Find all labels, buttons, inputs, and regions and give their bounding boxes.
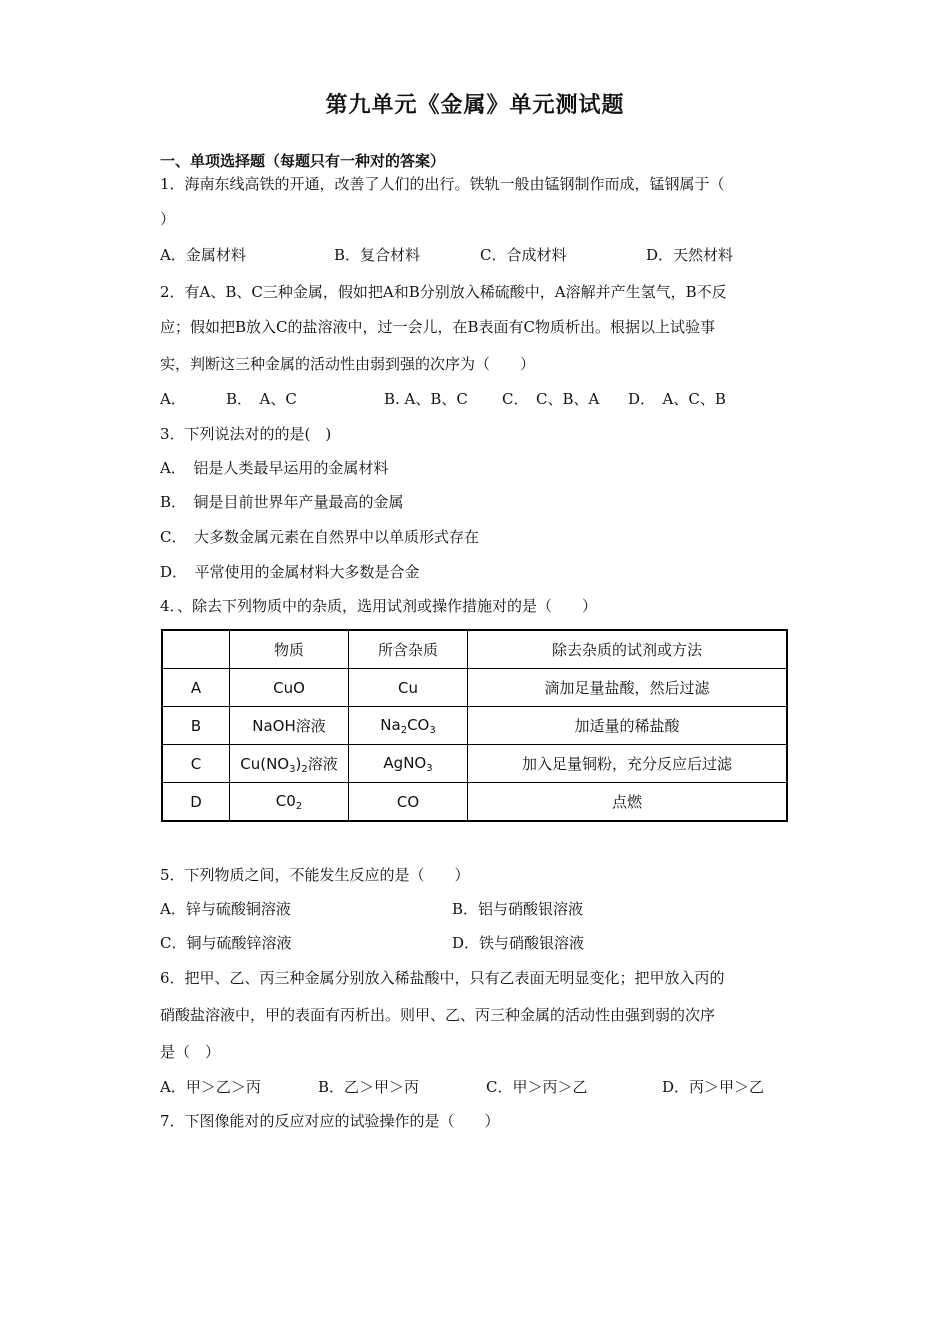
impurity-cell bbox=[349, 707, 468, 745]
q6-option-a: A．甲＞乙＞丙 bbox=[160, 1078, 261, 1096]
formula-subscript: 3 bbox=[289, 763, 296, 775]
q5-option-b: B．铝与硝酸银溶液 bbox=[452, 900, 584, 918]
q6-stem-line1: 6．把甲、乙、丙三种金属分别放入稀盐酸中，只有乙表面无明显变化；把甲放入丙的 bbox=[160, 969, 725, 987]
q2-stem-line2: 应；假如把B放入C的盐溶液中，过一会儿，在B表面有C物质析出。根据以上试验事 bbox=[160, 318, 716, 336]
formula-subscript: 2 bbox=[295, 800, 303, 812]
table-row bbox=[162, 707, 787, 745]
formula-part: Cu(NO bbox=[240, 754, 290, 773]
q1-stem-line1: 1．海南东线高铁的开通，改善了人们的出行。铁轨一般由锰钢制作而成，锰钢属于（ bbox=[160, 175, 725, 193]
formula-part: Na bbox=[380, 715, 401, 734]
formula-part: ) bbox=[295, 754, 302, 773]
row-label: B bbox=[162, 707, 230, 745]
q2-stem-line1: 2．有A、B、C三种金属，假如把A和B分别放入稀硫酸中，A溶解并产生氢气，B不反 bbox=[160, 283, 727, 301]
q6-stem-line2: 硝酸盐溶液中，甲的表面有丙析出。则甲、乙、丙三种金属的活动性由强到弱的次序 bbox=[160, 1006, 716, 1024]
q6-option-d: D．丙＞甲＞乙 bbox=[662, 1078, 765, 1096]
impurity-cell bbox=[349, 745, 468, 783]
q4-stem: 4．、除去下列物质中的杂质，选用试剂或操作措施对的是（ ） bbox=[160, 597, 598, 615]
table-header-row bbox=[162, 630, 787, 669]
table-row bbox=[162, 783, 787, 822]
q3-option-b: B． 铜是目前世界年产量最高的金属 bbox=[160, 493, 404, 511]
formula-part: AgNO bbox=[383, 753, 427, 772]
q7-stem: 7．下图像能对的反应对应的试验操作的是（ ） bbox=[160, 1112, 500, 1130]
q3-option-d: D． 平常使用的金属材料大多数是合金 bbox=[160, 563, 420, 581]
q1-option-a: A．金属材料 bbox=[160, 246, 246, 264]
q2-option-d: D． A、C、B bbox=[628, 390, 726, 408]
impurity-cell: Cu bbox=[349, 669, 468, 707]
table-header-cell: 所含杂质 bbox=[349, 630, 468, 669]
q5-option-c: C．铜与硫酸锌溶液 bbox=[160, 934, 292, 952]
row-label: D bbox=[162, 783, 230, 822]
q6-option-b: B．乙＞甲＞丙 bbox=[318, 1078, 420, 1096]
table-header-cell: 物质 bbox=[230, 630, 349, 669]
q6-stem-line3: 是（ ） bbox=[160, 1043, 221, 1061]
q6-option-c: C．甲＞丙＞乙 bbox=[486, 1078, 588, 1096]
row-label: A bbox=[162, 669, 230, 707]
formula-subscript: 2 bbox=[301, 763, 308, 775]
page-title: 第九单元《金属》单元测试题 bbox=[325, 93, 625, 118]
table-header-cell: 除去杂质的试剂或方法 bbox=[468, 630, 788, 669]
q2-option-b2: B. A、B、C bbox=[384, 390, 468, 408]
substance-cell: CuO bbox=[230, 669, 349, 707]
section-heading: 一、单项选择题（每题只有一种对的答案） bbox=[160, 152, 446, 170]
row-label: C bbox=[162, 745, 230, 783]
q4-table bbox=[161, 629, 788, 822]
formula-subscript: 3 bbox=[429, 724, 436, 736]
q3-option-c: C． 大多数金属元素在自然界中以单质形式存在 bbox=[160, 528, 479, 546]
formula-part: 溶液 bbox=[307, 754, 338, 773]
formula-subscript: 2 bbox=[400, 724, 408, 736]
table-header-cell bbox=[162, 630, 230, 669]
method-cell: 加适量的稀盐酸 bbox=[468, 707, 788, 745]
q1-option-c: C．合成材料 bbox=[480, 246, 567, 264]
q5-option-d: D．铁与硝酸银溶液 bbox=[452, 934, 585, 952]
q3-stem: 3．下列说法对的的是( ) bbox=[160, 425, 332, 443]
substance-cell bbox=[230, 783, 349, 822]
q1-stem-line2: ） bbox=[160, 210, 176, 228]
q1-option-d: D．天然材料 bbox=[646, 246, 734, 264]
q5-option-a: A．锌与硫酸铜溶液 bbox=[160, 900, 291, 918]
q3-option-a: A． 铝是人类最早运用的金属材料 bbox=[160, 459, 389, 477]
table-row bbox=[162, 669, 787, 707]
method-cell: 点燃 bbox=[468, 783, 788, 822]
table-row bbox=[162, 745, 787, 783]
method-cell: 加入足量铜粉，充分反应后过滤 bbox=[468, 745, 788, 783]
formula-part: C0 bbox=[275, 791, 296, 810]
q5-stem: 5．下列物质之间，不能发生反应的是（ ） bbox=[160, 866, 470, 884]
q2-stem-line3: 实，判断这三种金属的活动性由弱到强的次序为（ ） bbox=[160, 355, 536, 373]
formula-subscript: 3 bbox=[426, 762, 433, 774]
method-cell: 滴加足量盐酸，然后过滤 bbox=[468, 669, 788, 707]
impurity-cell: CO bbox=[349, 783, 468, 822]
q2-option-a: A． bbox=[160, 390, 186, 408]
substance-cell: NaOH溶液 bbox=[230, 707, 349, 745]
q1-option-b: B．复合材料 bbox=[334, 246, 421, 264]
q2-option-c: C． C、B、A bbox=[502, 390, 600, 408]
formula-part: CO bbox=[407, 715, 430, 734]
substance-cell bbox=[230, 745, 349, 783]
q2-option-b1: B． A、C bbox=[226, 390, 297, 408]
